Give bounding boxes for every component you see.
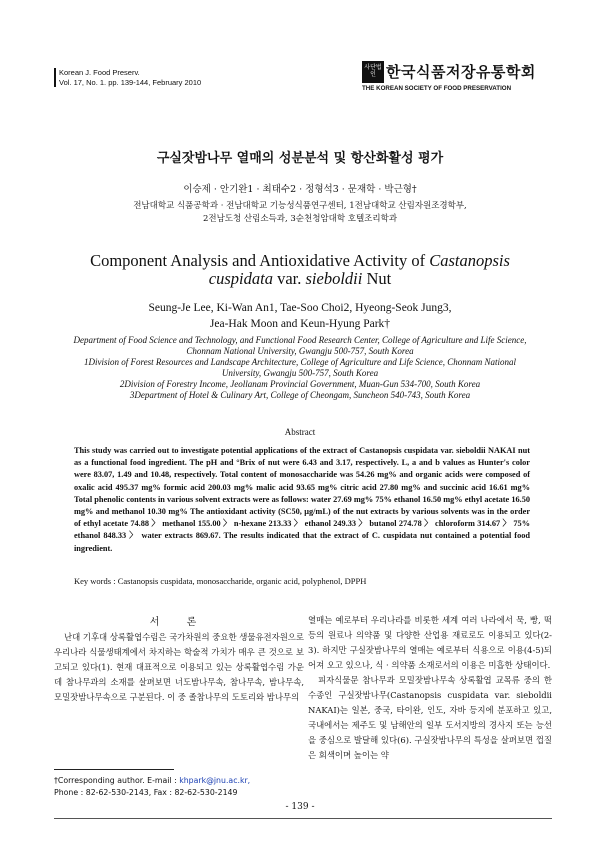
english-title	[0, 252, 600, 288]
footnote-divider	[54, 769, 174, 770]
english-authors	[0, 300, 600, 332]
korean-affiliation-2: 2전남도청 산림소득과, 3순천청암대학 호텔조리학과	[202, 214, 398, 224]
english-affiliations	[0, 335, 600, 401]
title-variety: sieboldii	[305, 269, 363, 288]
authors-line-2: Jea-Hak Moon and Keun-Hyung Park†	[209, 318, 391, 330]
society-name-ko: 한국식품저장유통학회	[386, 63, 536, 81]
keywords-list: : Castanopsis cuspidata, monosaccharide, organic acid, polyphenol, DPPH	[113, 576, 367, 586]
logo-mark: 사단법인	[362, 61, 384, 83]
paragraph: 피자식물문 참나무과 모밀잣밤나무속 상록활엽 교목류 중의 한 수종인 구실잣밤나무(Castanopsis cuspidata var. sieboldii NAKAI)는 일본, 중국, 타이완, 인도, 자바 등지에 분포하고 있고, 국내에서는 제주도 및 남해안의 일부 도서지방의 경사지 또는 능선을 중심으로 발달해 있다(6). 구실잣밤나무의 특성을 살펴보면 껍질은 회색이며 높이는 약	[308, 675, 552, 760]
corresponding-author-footnote	[54, 775, 250, 799]
footnote-label: †Corresponding author. E-mail :	[54, 776, 180, 785]
page-number: - 139 -	[285, 802, 315, 812]
affiliation-line: 2Division of Forestry Income, Jeollanam Provincial Government, Muan-Gun 534-700, South Korea	[119, 379, 481, 389]
title-text: var.	[272, 269, 306, 288]
left-column-text: 난대 기후대 상록활엽수림은 국가차원의 중요한 생물유전자원으로 우리나라 식물생태계에서 차지하는 학술적 가치가 매우 큰 것으로 보고되고 있다(1). 현재 대표적으로 이용되고 있는 상록활엽수림 가운데 참나무과의 소재를 살펴보면 너도밤나무속, 참나무속, 밤나무속, 모밀잣밤나무속으로 구분된다. 이 중 졸참나무의 도토리와 밤나무의	[54, 632, 304, 702]
journal-name: Korean J. Food Preserv.	[59, 68, 140, 77]
korean-title: 구실잣밤나무 열매의 성분분석 및 항산화활성 평가	[156, 151, 444, 166]
society-logo	[362, 61, 552, 95]
affiliation-line: Chonnam National University, Gwangju 500-757, South Korea	[186, 346, 414, 356]
affiliation-line: 3Department of Hotel & Culinary Art, College of Cheongam, Suncheon 540-743, South Korea	[129, 390, 471, 400]
title-species: cuspidata	[208, 269, 273, 288]
affiliation-line: University, Gwangju 500-757, South Korea	[221, 368, 379, 378]
affiliation-line: Department of Food Science and Technology, and Functional Food Research Center, College of Agriculture and Life Science,	[73, 335, 527, 345]
authors-line-1: Seung-Je Lee, Ki-Wan An1, Tae-Soo Choi2, Hyeong-Seok Jung3,	[148, 302, 452, 314]
journal-citation	[54, 68, 201, 87]
abstract-body: This study was carried out to investigate potential applications of the extract of Castanopsis cuspidata var. sieboldii NAKAI nut as a functional food ingredient. The pH and °Brix of nut were 6.43 and 3.17, respectively. L, a and b values as Hunter's color were 83.07, 1.49 and 10.48, respectively. Total content of monosaccharide was 54.26 mg% and organic acids were composed of oxalic acid 495.37 mg% formic acid 200.03 mg% malic acid 93.65 mg% citric acid 27.80 mg% and succinic acid 16.61 mg% Total phenolic contents in various solvent extracts were as follows: water 27.69 mg% 75% ethanol 16.50 mg% ethyl acetate 16.50 mg% and methanol 10.30 mg% The antioxidant activity (SC50, μg/mL) of the nut extracts by various solvents was in the order of ethyl acetate 74.88 〉 methanol 155.00 〉 n-hexane 213.33 〉 ethanol 249.33 〉 butanol 274.78 〉 chloroform 314.67 〉 75% ethanol 848.33 〉 water extracts 869.67. The results indicated that the extract of C. cuspidata nut contained a potential food ingredient.	[74, 446, 530, 553]
author-email-link[interactable]: khpark@jnu.ac.kr,	[179, 776, 251, 785]
title-text: Nut	[362, 269, 392, 288]
abstract-heading: Abstract	[284, 427, 316, 437]
korean-affiliation-1: 전남대학교 식품공학과 · 전남대학교 기능성식품연구센터, 1전남대학교 산림자원조경학부,	[133, 201, 467, 211]
keywords-label: Key words	[74, 576, 112, 586]
title-text: Component Analysis and Antioxidative Activity of	[90, 251, 430, 270]
title-genus: Castanopsis	[429, 251, 510, 270]
section-heading-introduction: 서 론	[149, 617, 209, 628]
society-name-en: THE KOREAN SOCIETY OF FOOD PRESERVATION	[362, 85, 512, 92]
journal-issue: Vol. 17, No. 1. pp. 139-144, February 2010	[59, 77, 202, 87]
footnote-contact: Phone : 82-62-530-2143, Fax : 82-62-530-2149	[54, 788, 238, 797]
keywords	[74, 576, 530, 586]
paragraph: 열매는 예로부터 우리나라를 비롯한 세계 여러 나라에서 묵, 빵, 떡 등의 원료나 의약품 및 다양한 산업용 재료로도 이용되고 있다(2-3). 하지만 구실잣밤나무의 열매는 예로부터 식용으로 이용(4-5)되어져 오고 있으나, 식 · 의약품 소재로서의 이용은 미흡한 상태이다.	[308, 615, 552, 670]
page-bottom-rule	[54, 818, 552, 819]
right-column-text	[308, 613, 552, 763]
korean-authors: 이승제 · 안기완1 · 최태수2 · 정형석3 · 문재학 · 박근형†	[183, 184, 417, 195]
affiliation-line: 1Division of Forest Resources and Landscape Architecture, College of Agriculture and Life Science, Chonnam National	[84, 357, 516, 367]
